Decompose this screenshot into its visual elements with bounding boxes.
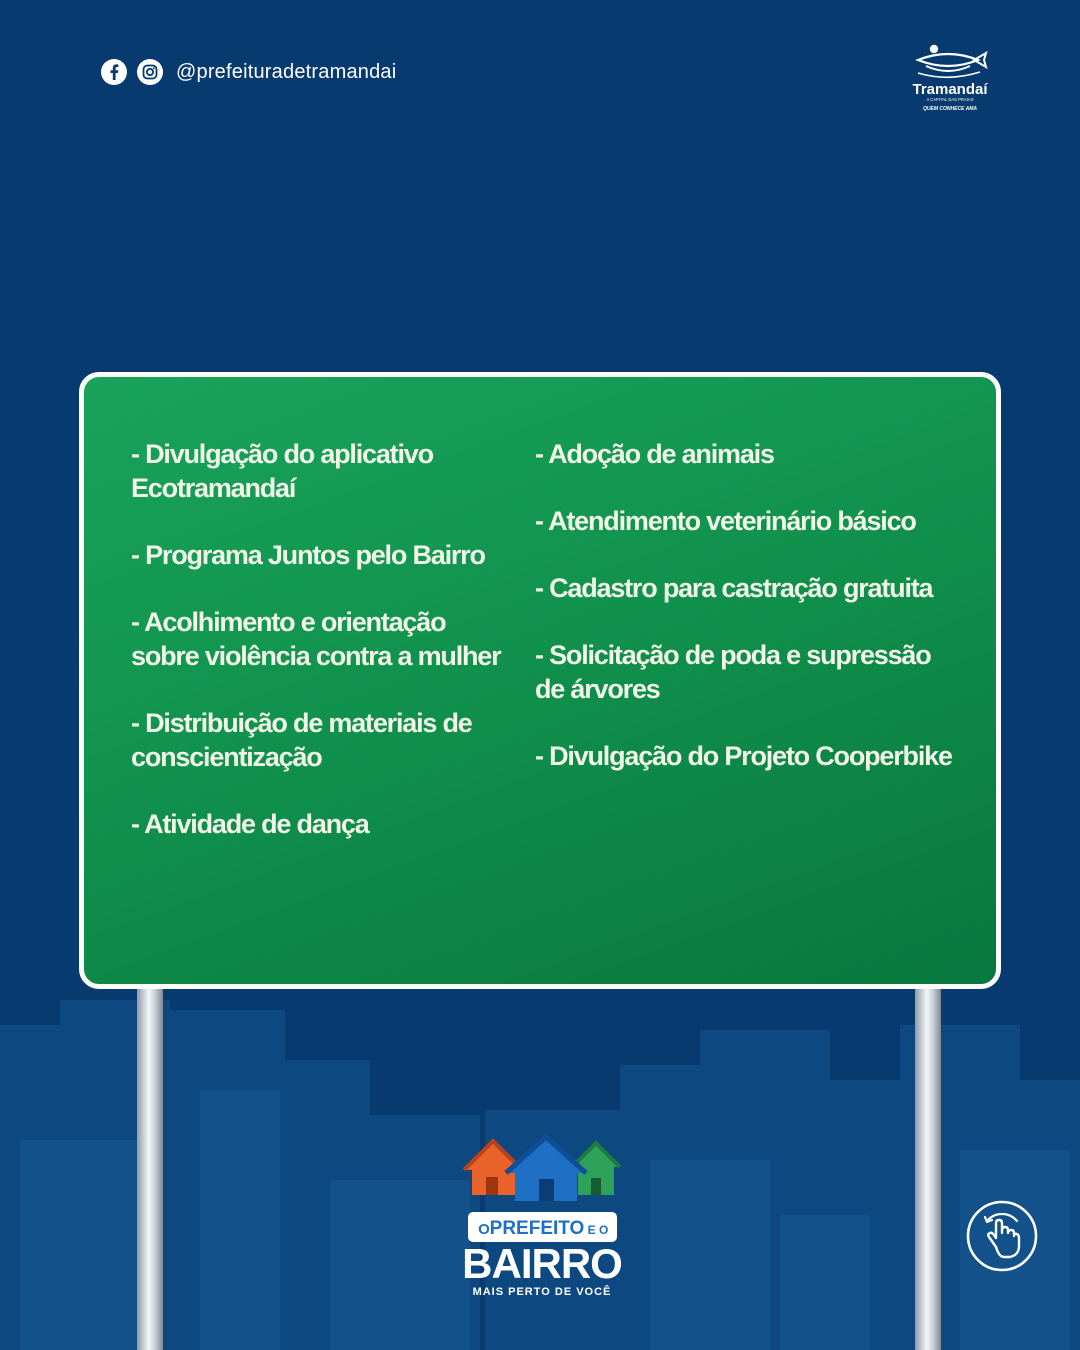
list-item: - Divulgação do aplicativo Ecotramandaí	[131, 439, 433, 503]
list-item: - Atendimento veterinário básico	[535, 506, 916, 536]
tramandai-logo	[908, 42, 992, 116]
list-item: - Divulgação do Projeto Cooperbike	[535, 741, 952, 771]
sign-pole-left	[137, 985, 163, 1350]
campaign-line1: PREFEITO	[489, 1218, 585, 1239]
campaign-connector: E O	[587, 1223, 609, 1237]
instagram-icon[interactable]	[136, 58, 164, 86]
social-handle[interactable]: @prefeituradetramandai	[176, 60, 397, 83]
campaign-subtitle: MAIS PERTO DE VOCÊ	[472, 1286, 612, 1298]
services-list-left	[131, 437, 511, 874]
services-list-right	[535, 437, 965, 806]
sign-pole-right	[915, 985, 941, 1350]
list-item: - Programa Juntos pelo Bairro	[131, 540, 485, 570]
facebook-icon[interactable]	[100, 58, 128, 86]
brand-name: Tramandaí	[912, 81, 988, 98]
list-item: - Adoção de animais	[535, 439, 774, 469]
swipe-hand-icon[interactable]	[965, 1199, 1039, 1273]
campaign-logo	[460, 1135, 625, 1300]
list-item: - Acolhimento e orientação sobre violência contra a mulher	[131, 607, 501, 671]
campaign-prefix: O	[478, 1221, 490, 1238]
list-item: - Solicitação de poda e supressão de árvores	[535, 640, 931, 704]
list-item: - Distribuição de materiais de conscientização	[131, 708, 472, 772]
list-item: - Cadastro para castração gratuita	[535, 573, 933, 603]
services-sign	[79, 372, 1001, 989]
list-item: - Atividade de dança	[131, 809, 369, 839]
houses-icon	[464, 1137, 620, 1201]
social-header	[100, 57, 396, 87]
brand-tagline: A CAPITAL DAS PRAIAS	[926, 97, 974, 102]
campaign-line2: BAIRRO	[462, 1240, 622, 1287]
brand-slogan: QUEM CONHECE AMA	[923, 106, 977, 112]
